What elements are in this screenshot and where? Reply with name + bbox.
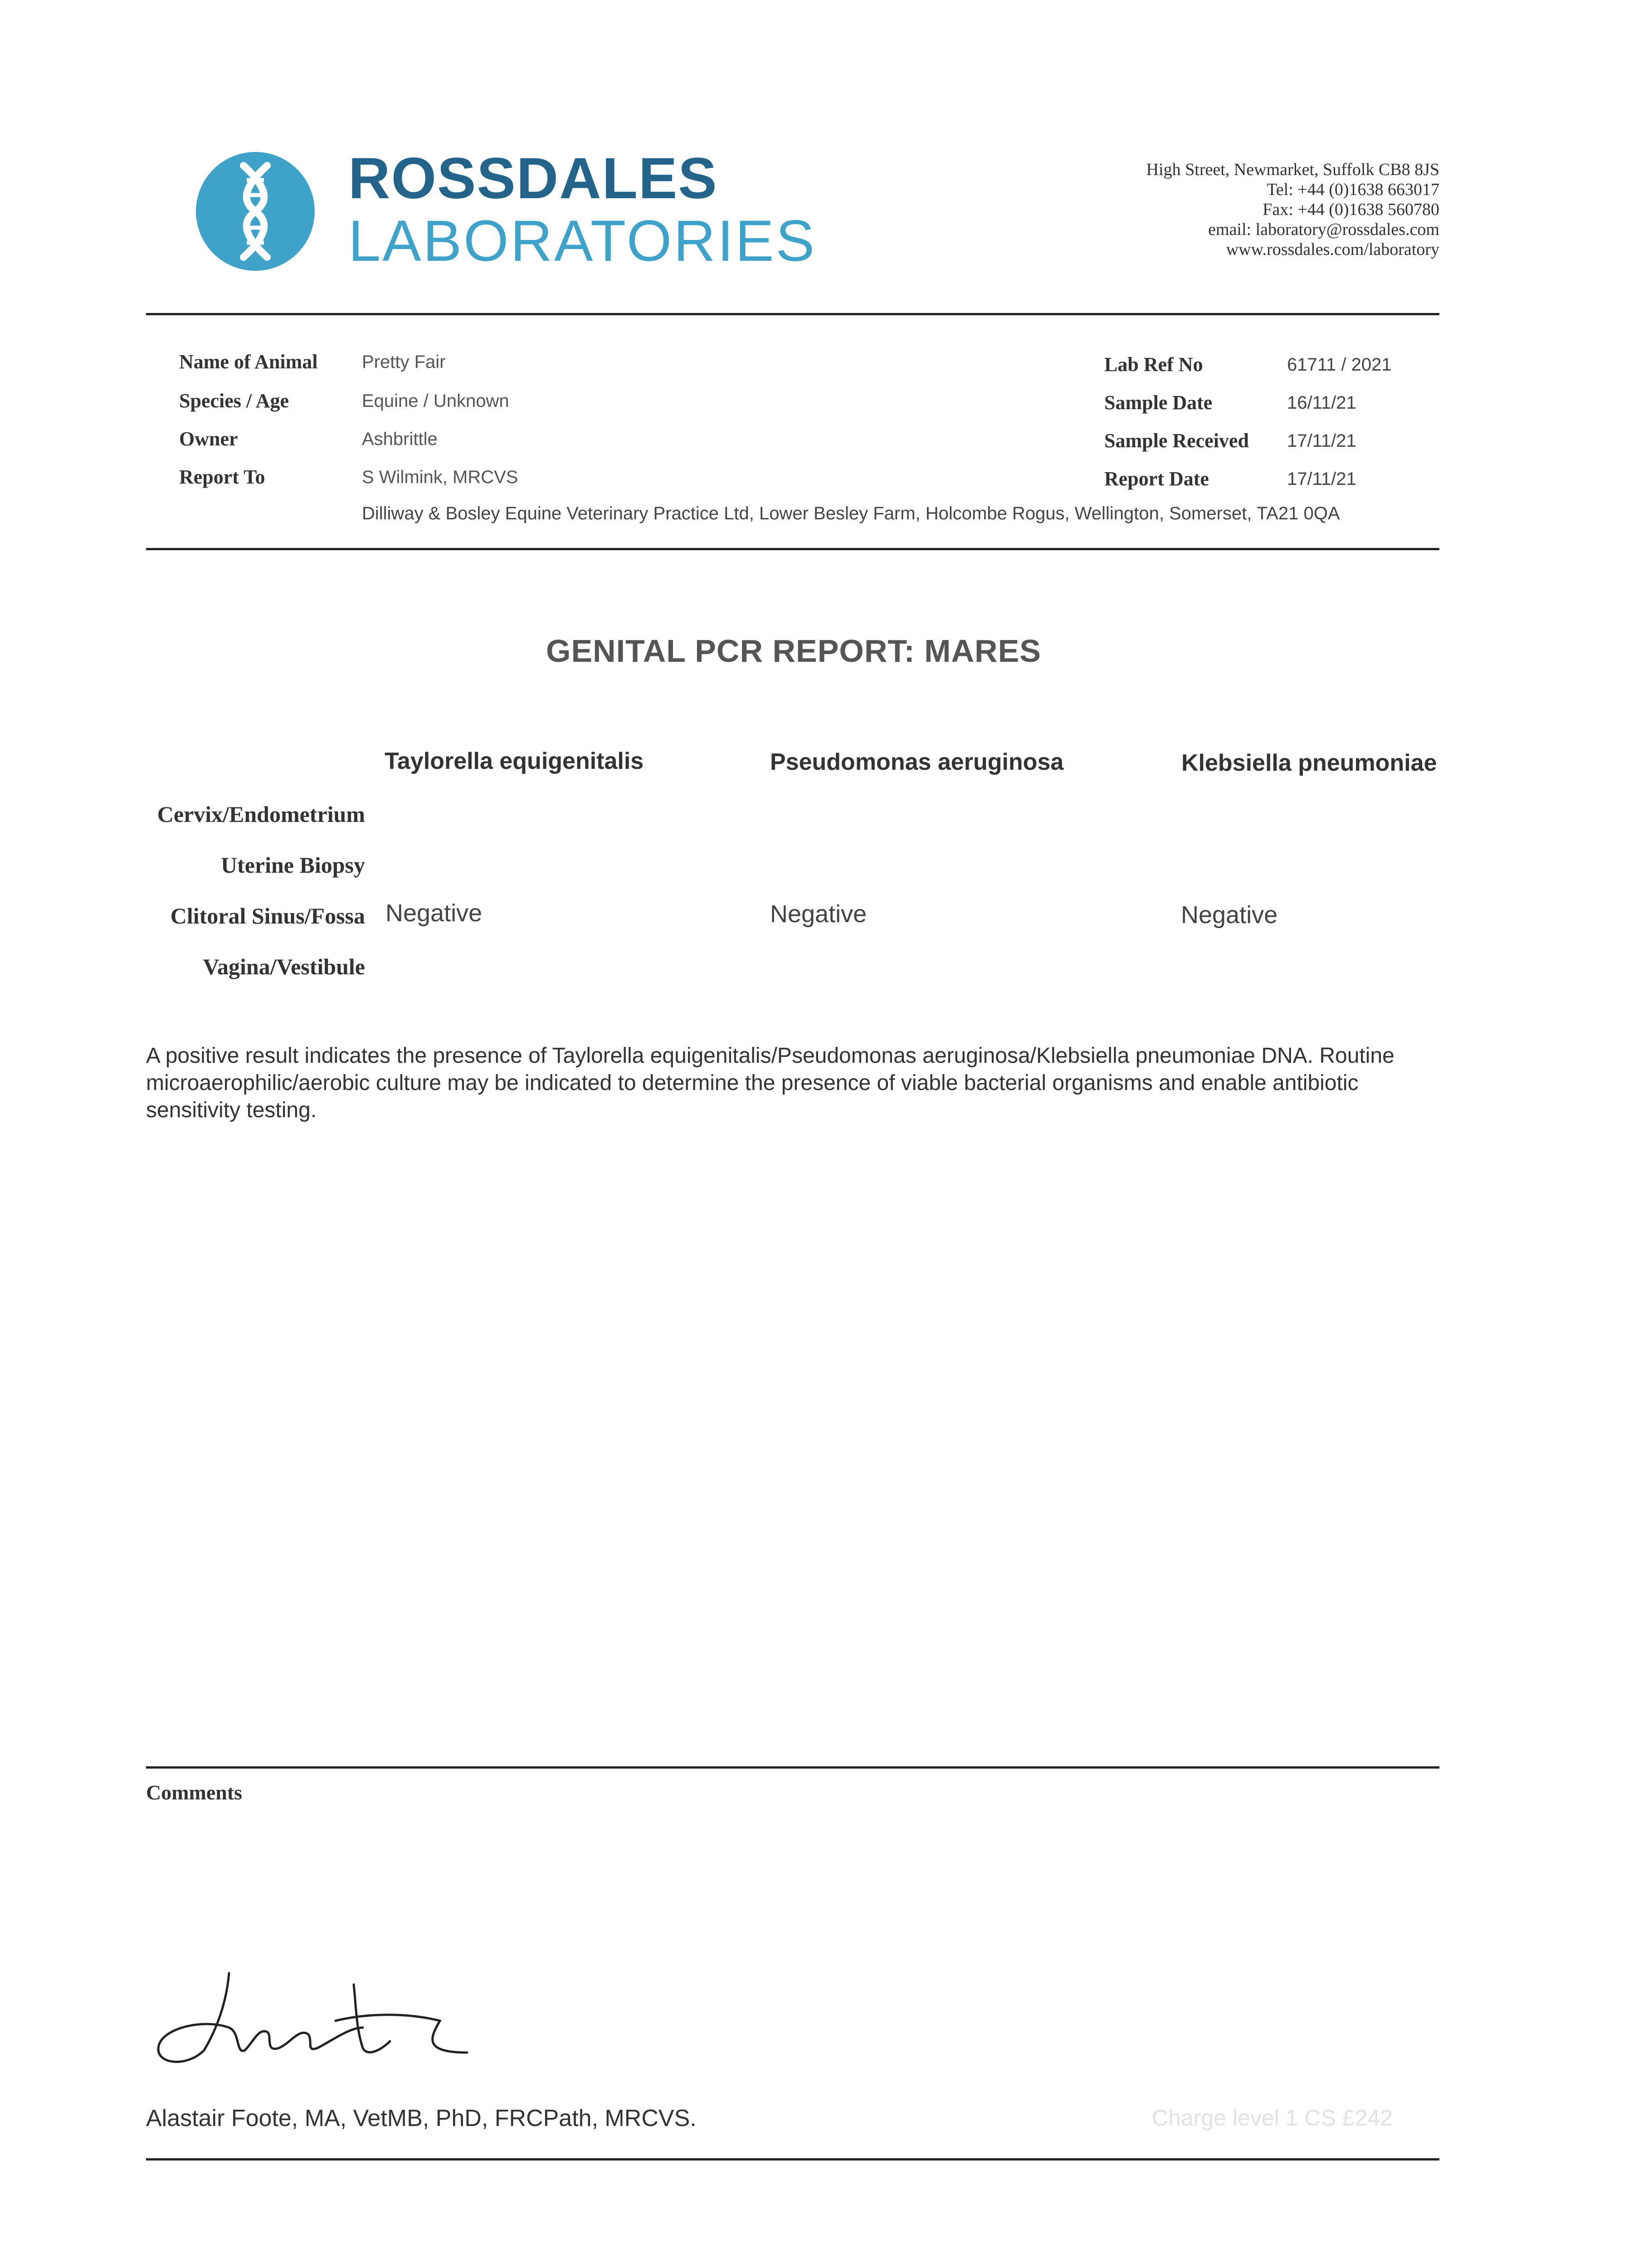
- divider: [146, 548, 1439, 550]
- sample-date-value: 16/11/21: [1287, 393, 1356, 413]
- brand-name-line2: LABORATORIES: [348, 209, 816, 274]
- lab-ref-value: 61711 / 2021: [1287, 355, 1392, 375]
- report-to-value: S Wilmink, MRCVS: [362, 467, 518, 487]
- report-date-label: Report Date: [1104, 468, 1209, 490]
- email: email: laboratory@rossdales.com: [1208, 220, 1439, 239]
- report-date-value: 17/11/21: [1287, 469, 1356, 489]
- name-label: Name of Animal: [179, 351, 318, 373]
- divider: [146, 2158, 1439, 2160]
- row-label: Uterine Biopsy: [220, 852, 365, 878]
- row-label: Vagina/Vestibule: [203, 954, 365, 979]
- row-label: Clitoral Sinus/Fossa: [170, 903, 365, 929]
- signature: [150, 1960, 494, 2077]
- lab-ref-label: Lab Ref No: [1104, 353, 1203, 376]
- result-cell: Negative: [770, 900, 867, 928]
- owner-label: Owner: [179, 428, 238, 450]
- divider: [146, 1766, 1439, 1769]
- practice-address: Dilliway & Bosley Equine Veterinary Practice Ltd, Lower Besley Farm, Holcombe Rogus, Wellington, Somerset, TA21 0QA: [362, 503, 1340, 523]
- row-label: Cervix/Endometrium: [157, 802, 365, 827]
- species-label: Species / Age: [179, 390, 289, 412]
- website: www.rossdales.com/laboratory: [1226, 240, 1439, 259]
- column-header: Pseudomonas aeruginosa: [770, 749, 1064, 775]
- result-cell: Negative: [1181, 901, 1278, 929]
- faint-stamp-text: Charge level 1 CS £242: [1152, 2105, 1393, 2131]
- interpretation-note: A positive result indicates the presence of Taylorella equigenitalis/Pseudomonas aeruginosa/Klebsiella pneumoniae DNA. Routine microaerophilic/aerobic culture may be indicated to determine the presence of viable bacterial organisms and enable antibiotic sensitivity testing.: [146, 1044, 1394, 1122]
- divider: [146, 313, 1439, 315]
- column-header: Taylorella equigenitalis: [385, 748, 644, 774]
- address: High Street, Newmarket, Suffolk CB8 8JS: [1146, 160, 1439, 179]
- name-value: Pretty Fair: [362, 352, 446, 372]
- column-header: Klebsiella pneumoniae: [1181, 750, 1437, 776]
- telephone: Tel: +44 (0)1638 663017: [1267, 180, 1439, 199]
- fax: Fax: +44 (0)1638 560780: [1263, 200, 1439, 219]
- contact-block: [1146, 160, 1439, 259]
- sample-received-label: Sample Received: [1104, 430, 1249, 452]
- result-cell: Negative: [385, 899, 483, 927]
- sample-date-label: Sample Date: [1104, 391, 1213, 414]
- dna-helix-icon: [196, 152, 315, 271]
- sample-received-value: 17/11/21: [1287, 431, 1356, 451]
- owner-value: Ashbrittle: [362, 429, 438, 449]
- brand-name-line1: ROSSDALES: [348, 146, 718, 211]
- report-title: GENITAL PCR REPORT: MARES: [546, 633, 1041, 669]
- signer-name: Alastair Foote, MA, VetMB, PhD, FRCPath, MRCVS.: [146, 2105, 697, 2131]
- comments-label: Comments: [146, 1781, 243, 1804]
- species-value: Equine / Unknown: [362, 391, 509, 411]
- report-to-label: Report To: [179, 466, 265, 488]
